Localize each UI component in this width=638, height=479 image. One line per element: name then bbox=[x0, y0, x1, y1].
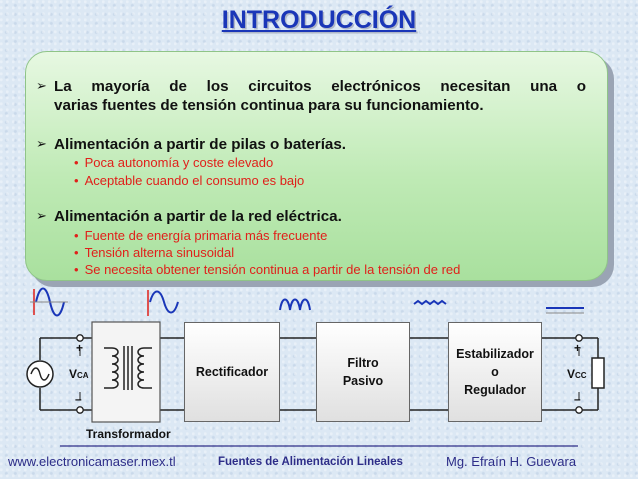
arrow-bullet-icon: ➢ bbox=[36, 78, 47, 93]
minus-sign-right: – bbox=[574, 392, 581, 406]
arrow-bullet-icon: ➢ bbox=[36, 136, 47, 151]
estab-label-3: Regulador bbox=[464, 383, 526, 397]
arrow-bullet-icon: ➢ bbox=[36, 208, 47, 223]
bullet-3: Alimentación a partir de la red eléctrica. bbox=[54, 208, 342, 225]
plus-sign-left: + bbox=[76, 341, 84, 355]
minus-sign-left: – bbox=[75, 392, 82, 406]
ripple-wave-icon bbox=[414, 301, 446, 304]
load-resistor-icon bbox=[592, 358, 604, 388]
footer-url: www.electronicamaser.mex.tl bbox=[8, 454, 176, 469]
page-title: INTRODUCCIÓN bbox=[221, 6, 417, 34]
bullet-1-line-2: varias fuentes de tensión continua para su funcionamiento. bbox=[54, 97, 484, 114]
waveform-icons bbox=[30, 289, 584, 317]
bullet-3-sub-2: • Tensión alterna sinusoidal bbox=[74, 245, 235, 260]
filtro-label-2: Pasivo bbox=[342, 374, 384, 388]
vca-label: VCA bbox=[69, 367, 89, 381]
transformador-label: Transformador bbox=[86, 427, 171, 441]
ac-wave-icon bbox=[150, 292, 178, 313]
estabilizador-block bbox=[448, 322, 542, 422]
footer-author: Mg. Efraín H. Guevara bbox=[446, 454, 577, 469]
estab-label-2: o bbox=[491, 365, 499, 379]
rectificador-block: Rectificador bbox=[184, 322, 280, 422]
bullet-1-line-1: La mayoría de los circuitos electrónicos necesitan una o bbox=[54, 78, 586, 95]
bullet-3-sub-3: • Se necesita obtener tensión continua a partir de la tensión de red bbox=[74, 262, 461, 277]
bullet-2: Alimentación a partir de pilas o baterías. bbox=[54, 136, 347, 153]
filtro-pasivo-block bbox=[316, 322, 410, 422]
plus-sign-right: + bbox=[574, 341, 582, 355]
bullet-3-sub-1: • Fuente de energía primaria más frecuente bbox=[74, 228, 328, 243]
bullet-2-sub-1: • Poca autonomía y coste elevado bbox=[74, 155, 274, 170]
footer-title: Fuentes de Alimentación Lineales bbox=[218, 456, 403, 468]
transformer-block bbox=[92, 322, 160, 422]
estab-label-1: Estabilizador bbox=[456, 347, 534, 361]
rectified-wave-icon bbox=[280, 300, 310, 311]
filtro-label-1: Filtro bbox=[347, 356, 379, 370]
vcc-label: VCC bbox=[567, 367, 587, 381]
bullet-2-sub-2: • Aceptable cuando el consumo es bajo bbox=[74, 173, 305, 188]
